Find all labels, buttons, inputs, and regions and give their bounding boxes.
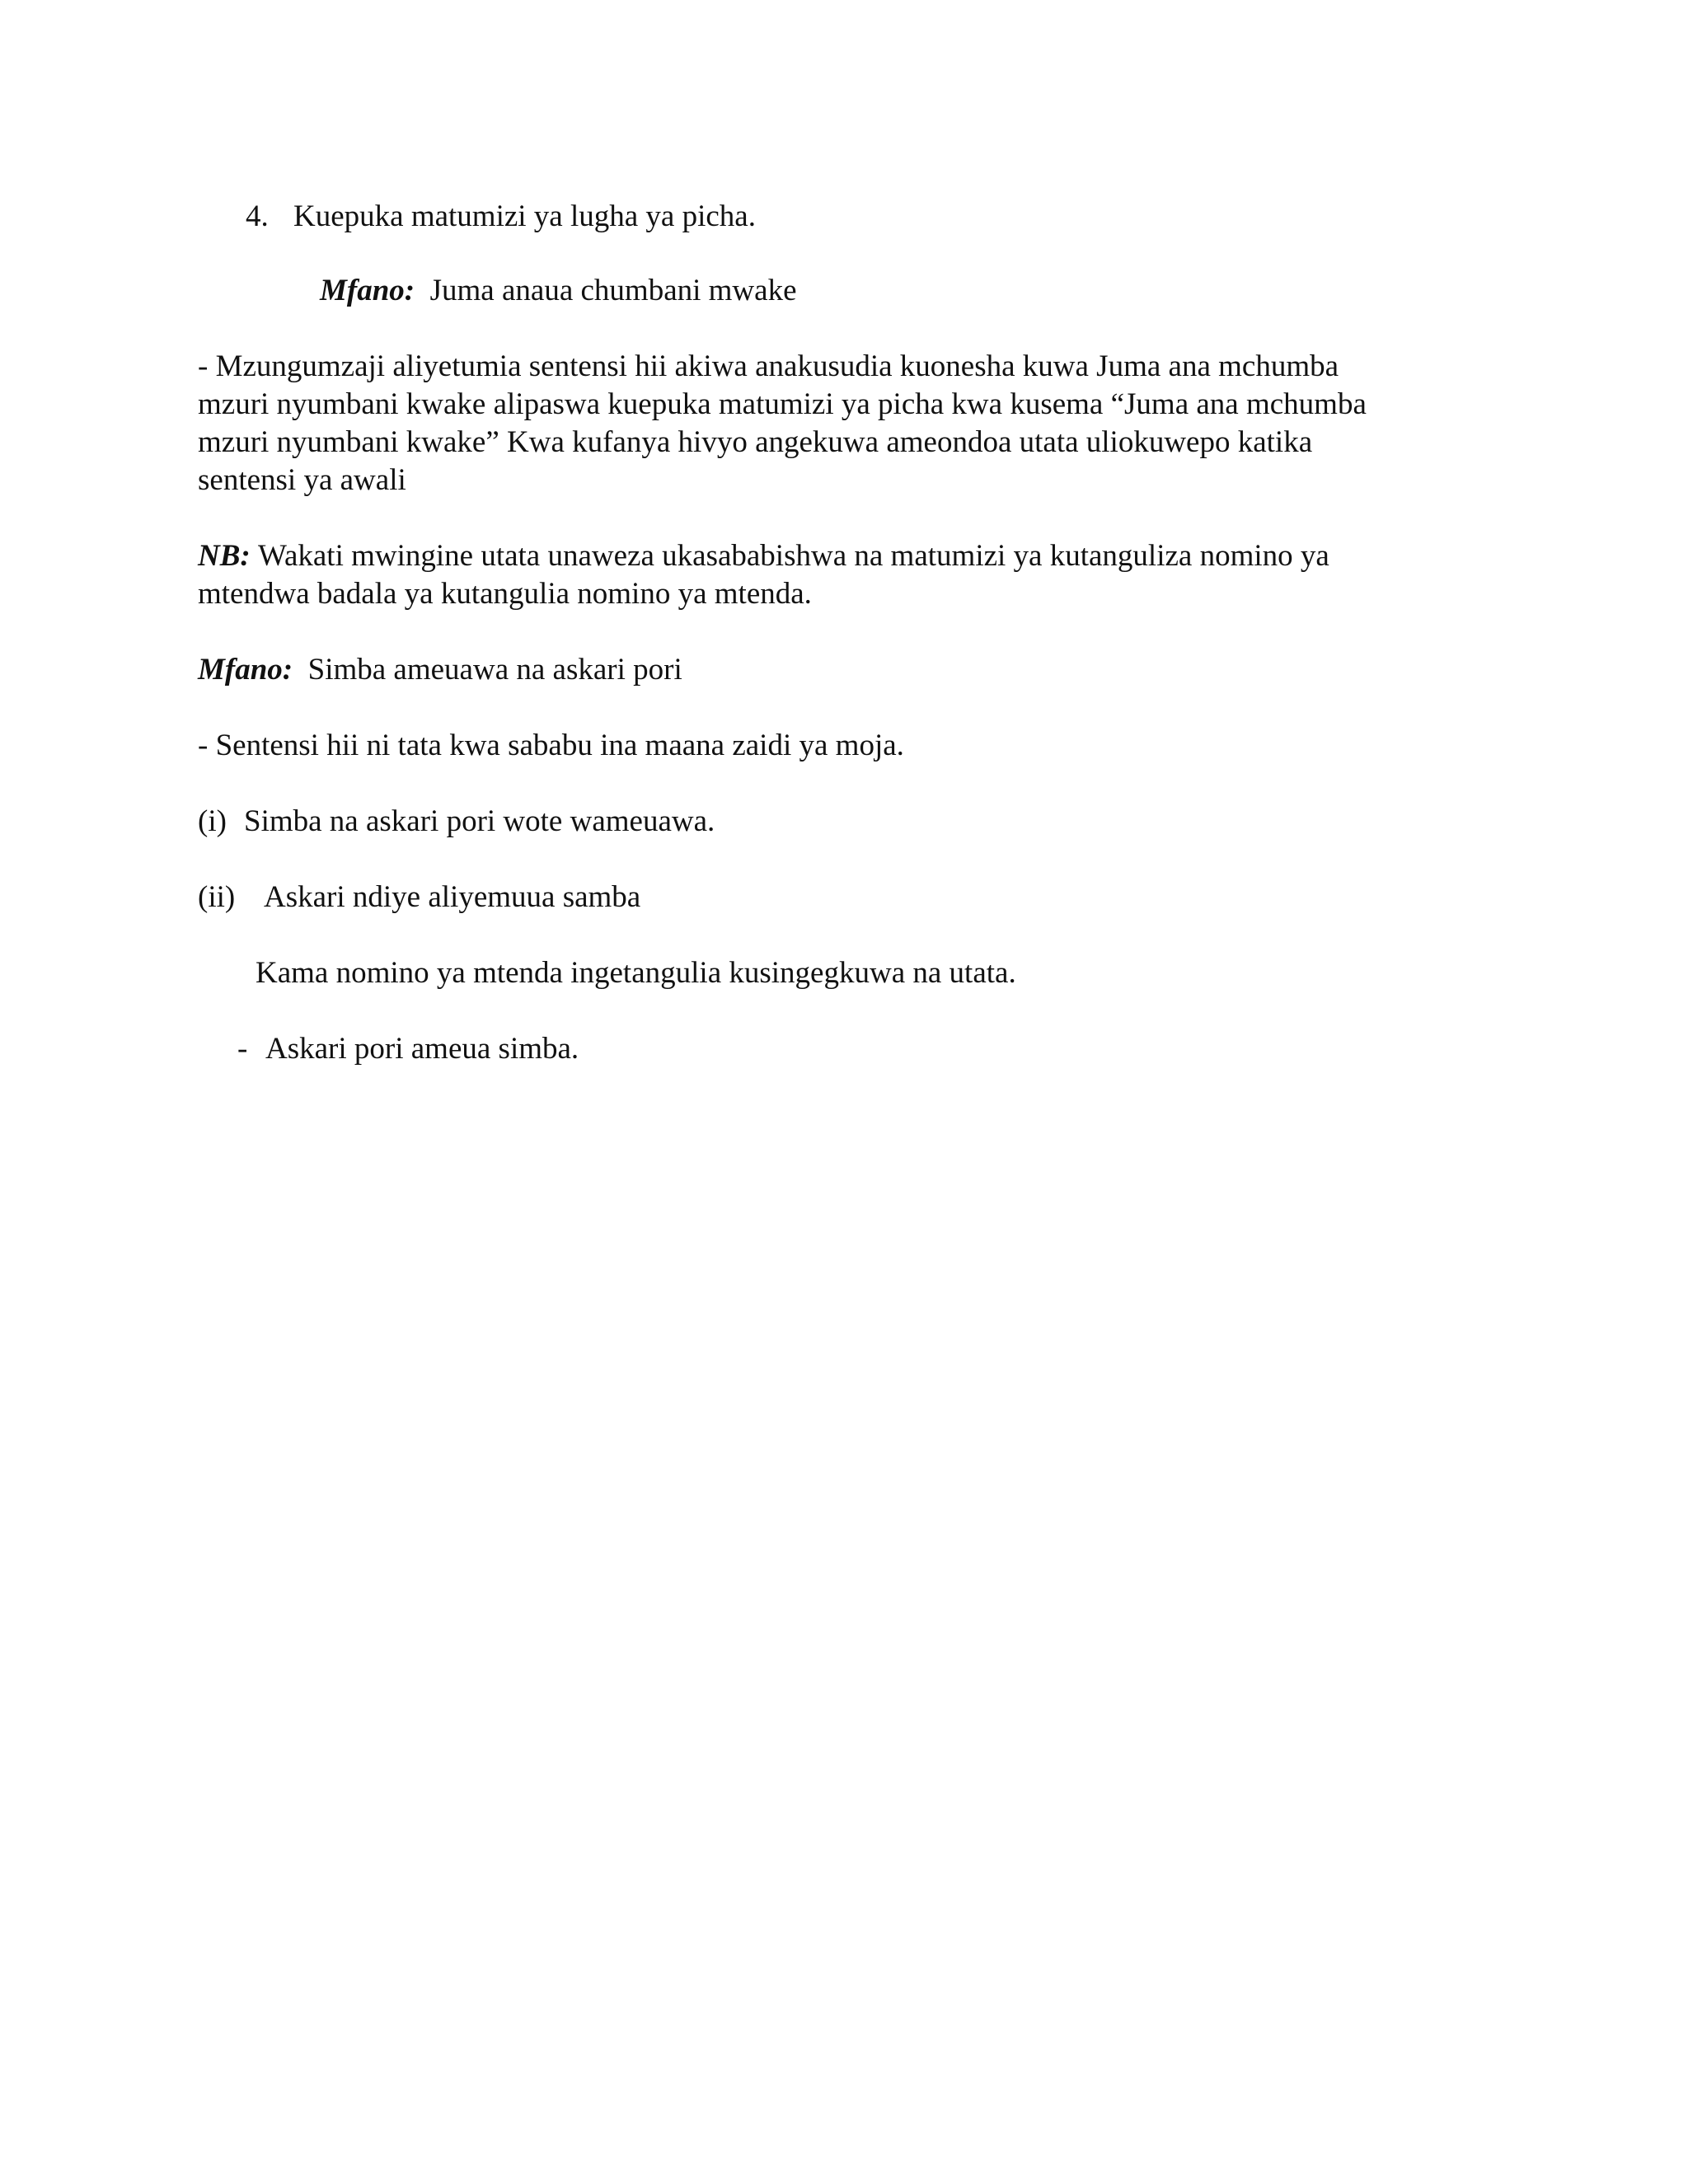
explanation-line: sentensi ya awali xyxy=(198,463,406,497)
explanation-line: mzuri nyumbani kwake” Kwa kufanya hivyo angekuwa ameondoa utata uliokuwepo katika xyxy=(198,425,1313,459)
example-text: Juma anaua chumbani mwake xyxy=(429,274,797,307)
note-line-1 xyxy=(198,537,1329,575)
corrected-text: Askari pori ameua simba. xyxy=(265,1032,579,1066)
example-juma xyxy=(320,272,797,310)
conclusion: Kama nomino ya mtenda ingetangulia kusingegkuwa na utata. xyxy=(256,956,1016,990)
meaning-marker: (i) xyxy=(198,804,227,838)
ambiguity-statement: - Sentensi hii ni tata kwa sababu ina maana zaidi ya moja. xyxy=(198,729,904,762)
meaning-item-2 xyxy=(198,879,640,916)
example-simba xyxy=(198,651,682,689)
note-line-2: mtendwa badala ya kutangulia nomino ya mtenda. xyxy=(198,577,812,611)
corrected-sentence xyxy=(237,1030,579,1068)
list-item-4 xyxy=(246,198,756,236)
example-text: Simba ameuawa na askari pori xyxy=(307,653,682,687)
note-label: NB: xyxy=(198,539,251,573)
list-number: 4. xyxy=(246,199,269,233)
meaning-marker: (ii) xyxy=(198,880,236,914)
meaning-item-1 xyxy=(198,803,715,841)
list-item-text: Kuepuka matumizi ya lugha ya picha. xyxy=(293,199,756,233)
note-text: Wakati mwingine utata unaweza ukasababishwa na matumizi ya kutanguliza nomino ya xyxy=(257,539,1329,573)
explanation-line: - Mzungumzaji aliyetumia sentensi hii akiwa anakusudia kuonesha kuwa Juma ana mchumba xyxy=(198,349,1339,383)
dash-marker: - xyxy=(237,1032,248,1066)
meaning-text: Simba na askari pori wote wameuawa. xyxy=(244,804,715,838)
example-label: Mfano: xyxy=(320,274,415,307)
meaning-text: Askari ndiye aliyemuua samba xyxy=(264,880,641,914)
example-label: Mfano: xyxy=(198,653,293,687)
explanation-line: mzuri nyumbani kwake alipaswa kuepuka matumizi ya picha kwa kusema “Juma ana mchumba xyxy=(198,387,1367,421)
